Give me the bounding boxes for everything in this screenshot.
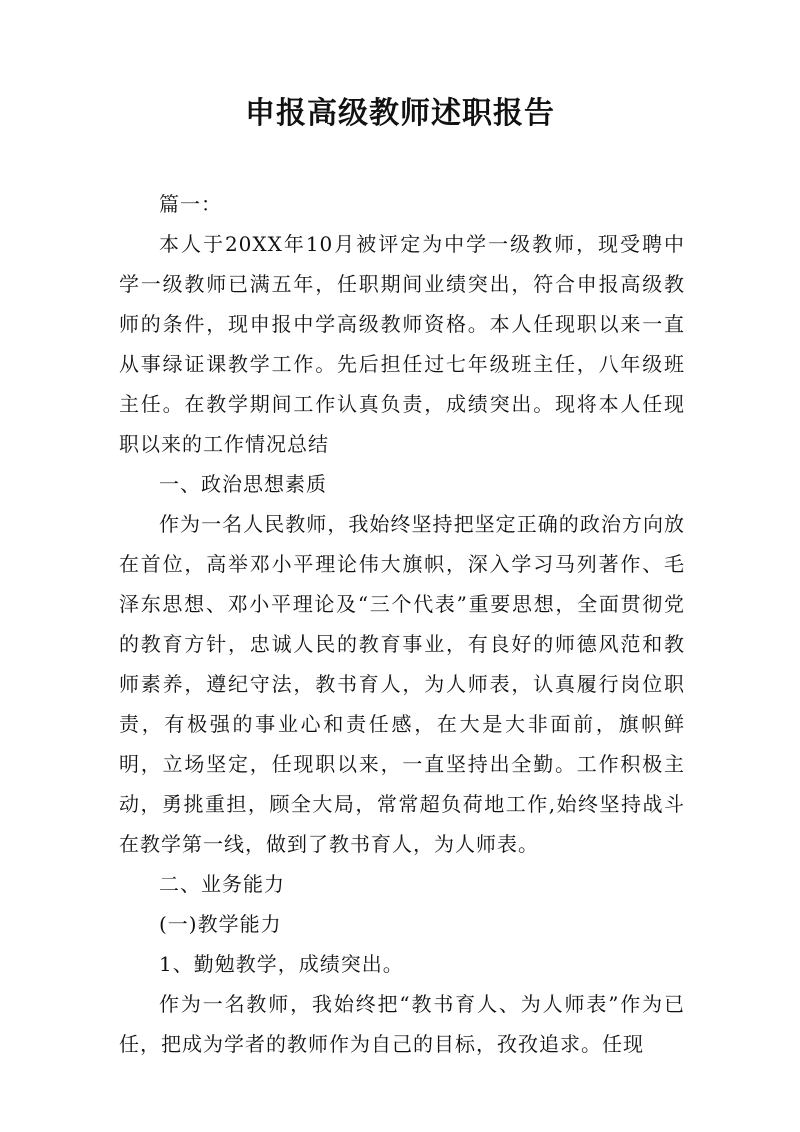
- paragraph-section-label: 篇一：: [159, 192, 222, 216]
- paragraph-political-quality: 作为一名人民教师，我始终坚持把坚定正确的政治方向放在首位，高举邓小平理论伟大旗帜，深入学习马列著作、毛泽东思想、邓小平理论及“三个代表”重要思想，全面贯彻党的教育方针，忠诚人民的教育事业，有良好的师德风范和教师素养，遵纪守法，教书育人，为人师表，认真履行岗位职责，有极强的事业心和责任感，在大是大非面前，旗帜鲜明，立场坚定，任现职以来，一直坚持出全勤。工作积极主动，勇挑重担，顾全大局，常常超负荷地工作,始终坚持战斗在教学第一线，做到了教书育人，为人师表。: [119, 512, 685, 856]
- heading-political-quality: 一、政治思想素质: [159, 472, 327, 496]
- subheading-teaching-ability: (一)教学能力: [159, 912, 282, 936]
- subheading-diligent-teaching: 1、勤勉教学，成绩突出。: [159, 952, 404, 976]
- document-title: 申报高级教师述职报告: [245, 96, 555, 131]
- paragraph-intro: 本人于20XX年10月被评定为中学一级教师，现受聘中学一级教师已满五年，任职期间业绩突出，符合申报高级教师的条件，现申报中学高级教师资格。本人任现职以来一直从事绿证课教学工作。先后担任过七年级班主任，八年级班主任。在教学期间工作认真负责，成绩突出。现将本人任现职以来的工作情况总结: [119, 232, 685, 456]
- paragraph-teaching: 作为一名教师，我始终把“教书育人、为人师表”作为已任，把成为学者的教师作为自己的目标，孜孜追求。任现: [119, 992, 685, 1056]
- document-body: [119, 184, 685, 1064]
- heading-professional-ability: 二、业务能力: [159, 872, 285, 896]
